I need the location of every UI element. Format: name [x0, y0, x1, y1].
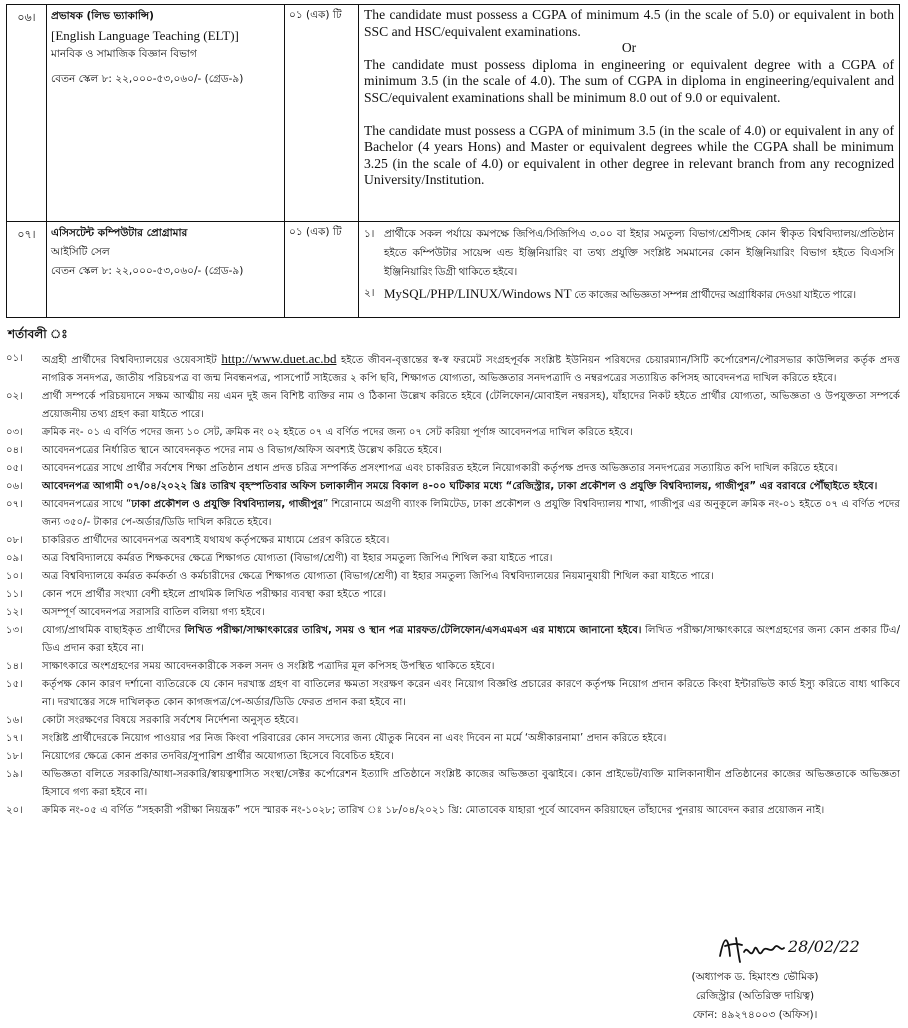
condition-text: [42, 388, 900, 424]
conditions-heading: শর্তাবলী ঃ: [8, 327, 68, 341]
condition-text-part: অভিজ্ঞতা বলিতে সরকারি/আধা-সরকারি/স্বায়ত্বশাসিত সংস্থা/সেক্টর কর্পোরেশন ইত্যাদি প্রতিষ্ঠানে সংশ্লিষ্ট কাজের অভিজ্ঞতা বুঝাইবে। কোন প্রাইভেট/ব্যক্তি মালিকানাধীন প্রতিষ্ঠানের কাজের অভিজ্ঞতাকে অভিজ্ঞতা হিসাবে গণ্য করা হইবে না।: [42, 769, 900, 798]
item-text: প্রার্থীকে সকল পর্যায়ে কমপক্ষে জিপিএ/সিজিপিএ ৩.০০ বা ইহার সমতুল্য বিভাগ/শ্রেণীসহ কোন স্বীকৃত বিশ্ববিদ্যালয়/প্রতিষ্ঠান হইতে কম্পিউটার সায়েন্স এন্ড ইঞ্জিনিয়ারিং বা তথ্য প্রযুক্তি সংশ্লিষ্ট সমমানের কোন ইঞ্জিনিয়ারিং বিভাগ হইতে বিএসসি ইঞ্জিনিয়ারিং ডিগ্রী থাকিতে হইবে।: [384, 229, 894, 278]
condition-text: [42, 712, 900, 730]
condition-item: [6, 748, 900, 766]
post-subject: [English Language Teaching (ELT)]: [51, 28, 239, 43]
condition-number: ১৪।: [6, 661, 23, 672]
condition-number: ০২।: [6, 391, 23, 402]
condition-number: ১৩।: [6, 625, 23, 636]
condition-text-part: কোটা সংরক্ষণের বিষয়ে সরকারি সর্বশেষ নির্দেশনা অনুসৃত হইবে।: [42, 715, 299, 726]
post-title: এসিসটেন্ট কম্পিউটার প্রোগ্রামার: [51, 227, 188, 239]
condition-text-part: সংশ্লিষ্ট প্রার্থীদেরকে নিয়োগ পাওয়ার পর নিজ কিংবা পরিবারের কোন সদস্যের জন্য যৌতুক নিবেন না এবং দিবেন না মর্মে ‘অঙ্গীকারনামা’ প্রদান করিতে হইবে।: [42, 733, 667, 744]
condition-text-part: লিখিত পরীক্ষা/সাক্ষাৎকারে অংশগ্রহণের জন্য কোন প্রকার টিএ/ডিএ প্রদান করা হইবে না।: [42, 625, 901, 654]
condition-number: ০৮।: [6, 535, 23, 546]
condition-text-bold: ঢাকা প্রকৌশল ও প্রযুক্তি বিশ্ববিদ্যালয়, গাজীপুর: [131, 499, 323, 510]
post-cell: [47, 222, 285, 318]
condition-text: [42, 460, 900, 478]
condition-text: [42, 586, 900, 604]
serial-number: ০৬।: [7, 5, 47, 222]
condition-text-bold: আবেদনপত্র আগামী ০৭/০৪/২০২২ খ্রিঃ তারিখ বৃহস্পতিবার অফিস চলাকালীন সময়ে বিকাল ৪-০০ ঘটিকার মধ্যে “রেজিস্ট্রার, ঢাকা প্রকৌশল ও প্রযুক্তি বিশ্ববিদ্যালয়, গাজীপুর” এর বরাবরে পৌঁছাইতে হইবে।: [42, 481, 878, 492]
item-text-english: MySQL/PHP/LINUX/Windows NT: [384, 286, 572, 301]
list-item: [364, 225, 894, 282]
post-count: ০১ (এক) টি: [285, 5, 359, 222]
condition-text-part: ক্রমিক নং-০৫ এ বর্ণিত “সহকারী পরীক্ষা নিয়ন্ত্রক” পদে স্মারক নং-১০২৮; তারিখ ঃ ১৮/০৪/২০২১ খ্রি: মোতাবেক যাহারা পূর্বে আবেদন করিয়াছেন তাঁহাদের পুনরায় আবেদন করার প্রয়োজন নাই।: [42, 805, 825, 816]
condition-text: [42, 766, 900, 802]
condition-number: ১৮।: [6, 751, 23, 762]
requirements-list: [364, 225, 894, 305]
condition-number: ১১।: [6, 589, 23, 600]
condition-item: [6, 766, 900, 802]
condition-text: [42, 424, 900, 442]
requirements-cell: [359, 222, 900, 318]
condition-item: [6, 532, 900, 550]
condition-item: [6, 550, 900, 568]
condition-text-part: নিয়োগের ক্ষেত্রে কোন প্রকার তদবির/সুপারিশ প্রার্থীর অযোগ্যতা হিসেবে বিবেচিত হইবে।: [42, 751, 394, 762]
conditions-list: [6, 350, 900, 820]
list-item: [364, 284, 894, 305]
website-link[interactable]: http://www.duet.ac.bd: [221, 351, 337, 366]
condition-text: [42, 478, 900, 496]
signatory-phone: ফোন: ৪৯২৭৪০০৩ (অফিস)।: [692, 1009, 818, 1021]
signatory-designation: রেজিস্ট্রার (অতিরিক্ত দায়িত্ব): [695, 990, 815, 1002]
condition-number: ০৪।: [6, 445, 23, 456]
requirements-cell: [359, 5, 900, 222]
signature-image: [714, 930, 904, 968]
condition-item: [6, 442, 900, 460]
condition-item: [6, 802, 900, 820]
condition-text: [42, 532, 900, 550]
condition-number: ০৯।: [6, 553, 23, 564]
condition-item: [6, 658, 900, 676]
position-row: [7, 5, 900, 222]
condition-text: [42, 748, 900, 766]
post-title: প্রভাষক (লিভ ভ্যাকান্সি): [51, 10, 154, 22]
condition-text-part: আবেদনপত্রের সাথে প্রার্থীর সর্বশেষ শিক্ষা প্রতিষ্ঠান প্রধান প্রদত্ত চরিত্র সম্পর্কিত প্রসংশাপত্র এবং চাকরিরত হইলে নিয়োগকারী কর্তৃপক্ষ প্রদত্ত অভিজ্ঞতার সনদপত্রের সত্যায়িত কপি দাখিল করিতে হইবে।: [42, 463, 838, 474]
condition-number: ১৬।: [6, 715, 23, 726]
condition-text-part: অসম্পূর্ণ আবেদনপত্র সরাসরি বাতিল বলিয়া গণ্য হইবে।: [42, 607, 265, 618]
positions-table: [6, 4, 900, 318]
condition-item: [6, 604, 900, 622]
condition-text: [42, 676, 900, 712]
post-department: আইসিটি সেল: [51, 246, 110, 258]
requirement-text: The candidate must possess a CGPA of minimum 4.5 (in the scale of 5.0) or equivalent in both SSC and HSC/equivalent examinations.: [364, 7, 894, 39]
condition-text: [42, 568, 900, 586]
condition-text-part: অত্র বিশ্ববিদ্যালয়ে কর্মরত শিক্ষকদের ক্ষেত্রে শিক্ষাগত যোগ্যতা (বিভাগ/শ্রেণী) বা ইহার সমতুল্য জিপিএ শিথিল করা যাইতে পারে।: [42, 553, 553, 564]
requirement-text: The candidate must possess a CGPA of minimum 3.5 (in the scale of 4.0) or equivalent in any of Bachelor (4 years Hons) and Master or equivalent degrees while the CGPA shall be minimum 3.25 (in the scale of 4.0) or equivalent in other degree in relevant branch from any recognized University/Institution.: [364, 122, 894, 188]
pay-scale: বেতন স্কেল ৮: ২২,০০০-৫৩,০৬০/- (গ্রেড-৯): [51, 265, 244, 277]
condition-text: [42, 496, 900, 532]
condition-text-part: চাকরিরত প্রার্থীদের আবেদনপত্র অবশ্যই যথাযথ কর্তৃপক্ষের মাধ্যমে প্রেরণ করিতে হইবে।: [42, 535, 390, 546]
condition-number: ০১।: [6, 353, 23, 364]
condition-number: ২০।: [6, 805, 23, 816]
condition-text-part: অত্র বিশ্ববিদ্যালয়ে কর্মরত কর্মকর্তা ও কর্মচারীদের ক্ষেত্রে শিক্ষাগত যোগ্যতা (বিভাগ/শ্রেণী) বা ইহার সমতুল্য জিপিএ বিশ্ববিদ্যালয়ের নিয়মানুযায়ী শিথিল করা যাইতে পারে।: [42, 571, 714, 582]
item-text: তে কাজের অভিজ্ঞতা সম্পন্ন প্রার্থীদের অগ্রাধিকার দেওয়া যাইতে পারে।: [571, 290, 857, 301]
condition-text: [42, 802, 900, 820]
condition-item: [6, 460, 900, 478]
condition-number: ০৫।: [6, 463, 23, 474]
condition-text-part: কোন পদে প্রার্থীর সংখ্যা বেশী হইলে প্রাথমিক লিখিত পরীক্ষার ব্যবস্থা করা হইতে পারে।: [42, 589, 387, 600]
condition-text: [42, 622, 900, 658]
condition-number: ১৫।: [6, 679, 23, 690]
condition-text-part: প্রার্থী সম্পর্কে পরিচয়দানে সক্ষম আত্মীয় নয় এমন দুই জন বিশিষ্ট ব্যক্তির নাম ও ঠিকানা উল্লেখ করিতে হইবে (টেলিফোন/মোবাইল নম্বরসহ), যাঁহাদের নিকট হইতে প্রার্থীর যোগ্যতা, অভিজ্ঞতা ও উপযুক্ততা সম্পর্কে প্রয়োজনীয় তথ্য গ্রহণ করা যাইতে পারে।: [42, 391, 900, 420]
post-department: মানবিক ও সামাজিক বিজ্ঞান বিভাগ: [51, 48, 197, 60]
condition-text-part: সাক্ষাৎকারে অংশগ্রহণের সময় আবেদনকারীকে সকল সনদ ও সংশ্লিষ্ট পত্রাদির মূল কপিসহ উপস্থিত থাকিতে হইবে।: [42, 661, 495, 672]
condition-text: [42, 550, 900, 568]
condition-number: ১৯।: [6, 769, 23, 780]
condition-number: ০৭।: [6, 499, 23, 510]
condition-item: [6, 730, 900, 748]
condition-number: ১০।: [6, 571, 23, 582]
condition-text-part: আবেদনপত্রের সাথে “: [42, 499, 132, 510]
condition-text: [42, 350, 900, 388]
post-cell: [47, 5, 285, 222]
signatory-name: (অধ্যাপক ড. হিমাংশু ভৌমিক): [691, 971, 819, 983]
condition-number: ০৬।: [6, 481, 23, 492]
condition-item: [6, 388, 900, 424]
condition-text-part: ” শিরোনামে অগ্রণী ব্যাংক লিমিটেড, ঢাকা প্রকৌশল ও প্রযুক্তি বিশ্ববিদ্যালয় শাখা, গাজীপুর এর অনুকূলে ক্রমিক নং-০১ হইতে ০৭ এ বর্ণিত পদের জন্য ৩৫০/- টাকার পে-অর্ডার/ডিডি দাখিল করিতে হইবে।: [42, 499, 900, 528]
condition-item: [6, 586, 900, 604]
condition-item: [6, 712, 900, 730]
condition-text: [42, 658, 900, 676]
signature-date: 28/02/22: [788, 937, 860, 956]
serial-number: ০৭।: [7, 222, 47, 318]
condition-number: ১২।: [6, 607, 23, 618]
condition-item: [6, 676, 900, 712]
condition-text-bold: লিখিত পরীক্ষা/সাক্ষাৎকারের তারিখ, সময় ও স্থান পত্র মারফত/টেলিফোন/এসএমএস এর মাধ্যমে জানানো হইবে।: [184, 625, 642, 636]
condition-item: [6, 496, 900, 532]
pay-scale: বেতন স্কেল ৮: ২২,০০০-৫৩,০৬০/- (গ্রেড-৯): [51, 73, 244, 85]
condition-item: [6, 478, 900, 496]
signature-block: [670, 968, 840, 1025]
requirement-or: Or: [621, 40, 637, 56]
condition-text-part: ক্রমিক নং- ০১ এ বর্ণিত পদের জন্য ১০ সেট, ক্রমিক নং ০২ হইতে ০৭ এ বর্ণিত পদের জন্য ০৭ সেট করিয়া পূর্ণাঙ্গ আবেদনপত্র দাখিল করিতে হইবে।: [42, 427, 633, 438]
condition-number: ১৭।: [6, 733, 23, 744]
requirement-text: The candidate must possess diploma in engineering or equivalent degree with a CGPA of minimum 3.5 (in the scale of 4.0). The sum of CGPA in diploma in engineering/equivalent and SSC/equivalent examinations shall be minimum 8.0 out of 9.0 or equivalent.: [364, 56, 894, 105]
position-row: [7, 222, 900, 318]
item-number: ২।: [364, 288, 375, 299]
post-count: ০১ (এক) টি: [285, 222, 359, 318]
condition-item: [6, 568, 900, 586]
condition-text-part: কর্তৃপক্ষ কোন কারণ দর্শানো ব্যতিরেকে যে কোন দরখাস্ত গ্রহণ বা বাতিলের ক্ষমতা সংরক্ষণ করেন এবং নিয়োগ বিজ্ঞপ্তি প্রচারের কারণে কর্তৃপক্ষ নিয়োগ প্রদান করিতে কিংবা ইন্টারভিউ কার্ড ইস্যু করিতে বাধ্য থাকিবে না। দরখাস্তের সঙ্গে দাখিলকৃত কোন কাগজপত্র/পে-অর্ডার/ডিডি ফেরত প্রদান করা হইবে না।: [42, 679, 900, 708]
condition-item: [6, 622, 900, 658]
condition-item: [6, 424, 900, 442]
condition-text: [42, 730, 900, 748]
condition-text-part: হইতে জীবন-বৃত্তান্তের স্ব-স্ব ফরমেট সংগ্রহপূর্বক সংশ্লিষ্ট ইউনিয়ন পরিষদের চেয়ারম্যান/সিটি কর্পোরেশন/পৌরসভার কাউন্সিলর কর্তৃক প্রদত্ত নাগরিক সনদপত্র, জাতীয় পরিচয়পত্র বা জন্ম নিবন্ধনপত্র, পাসপোর্ট সাইজের ২ কপি ছবি, শিক্ষাগত যোগ্যতা, অভিজ্ঞতার সনদপত্রাদি ও নম্বরপত্রের সত্যায়িত কপিসহ আবেদনপত্র দাখিল করিতে হইবে।: [42, 355, 900, 384]
condition-text-part: যোগ্য/প্রাথমিক বাছাইকৃত প্রার্থীদের: [42, 625, 185, 636]
condition-item: [6, 350, 900, 388]
condition-text-part: আবেদনপত্রের নির্ধারিত স্থানে আবেদনকৃত পদের নাম ও বিভাগ/অফিস অবশ্যই উল্লেখ করিতে হইবে।: [42, 445, 442, 456]
condition-text: [42, 442, 900, 460]
item-number: ১।: [364, 229, 375, 240]
condition-text-part: অগ্রহী প্রার্থীদের বিশ্ববিদ্যালয়ের ওয়েবসাইট: [42, 355, 222, 366]
condition-number: ০৩।: [6, 427, 23, 438]
condition-text: [42, 604, 900, 622]
